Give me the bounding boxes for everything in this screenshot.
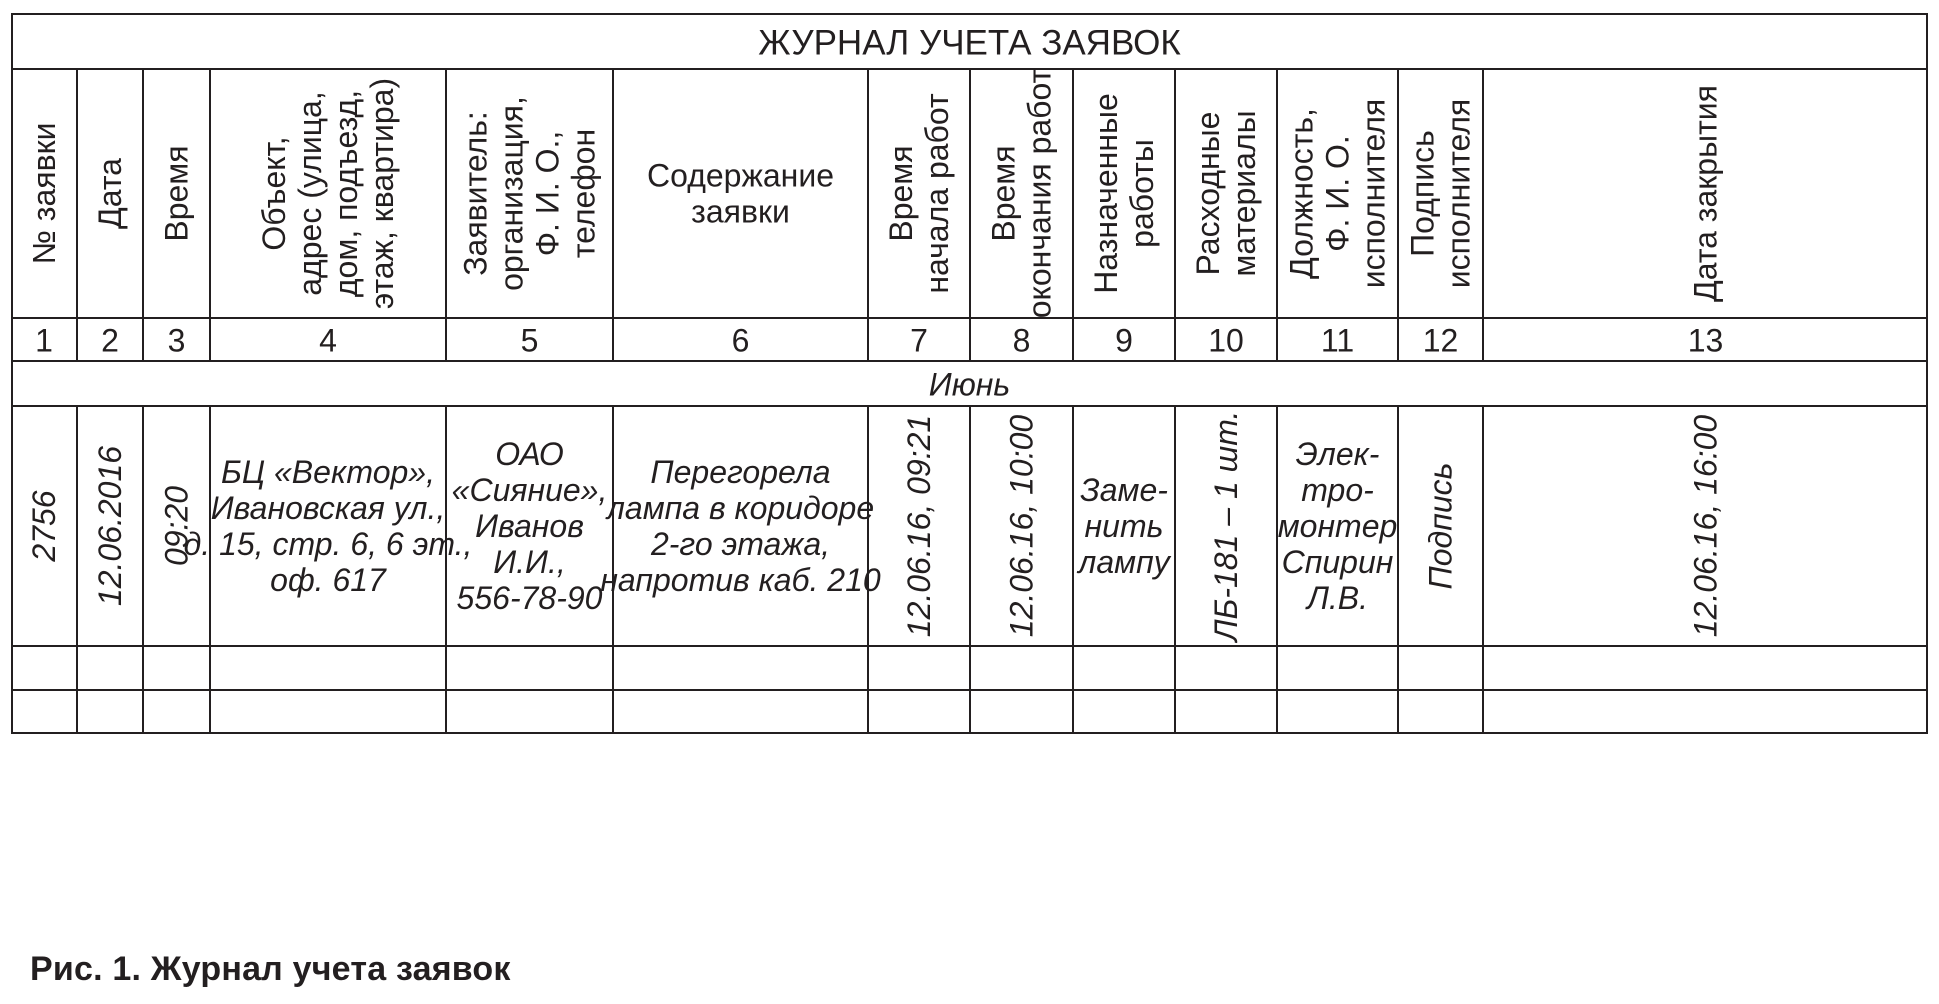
column-number: 10: [1208, 322, 1244, 359]
column-header-13: [1688, 85, 1724, 302]
entry-cell-line: 12.06.16, 10:00: [1003, 414, 1040, 638]
entry-cell-line: 12.06.16, 16:00: [1687, 414, 1724, 638]
table-cells: [26, 24, 1724, 644]
request-log-table: [11, 13, 1928, 907]
entry-cell: [1688, 415, 1724, 638]
column-header-6: [647, 158, 834, 230]
column-header-11-line: исполнителя: [1355, 98, 1392, 289]
entry-cell: [452, 436, 608, 616]
entry-cell: [1004, 415, 1040, 638]
entry-cell: [92, 446, 128, 606]
entry-cell-line: Спирин: [1281, 544, 1394, 580]
column-header-10-line: Расходные: [1190, 111, 1226, 276]
column-header-5-line: организация,: [493, 96, 530, 291]
column-header-5-line: Ф. И. О.,: [529, 130, 566, 257]
month-label: Июнь: [928, 366, 1011, 403]
column-header-5-line: Заявитель:: [457, 111, 494, 276]
column-header-4-line: дом, подъезд,: [328, 89, 364, 298]
column-header-7: [883, 93, 955, 294]
column-header-12: [1405, 99, 1477, 289]
column-number: 12: [1422, 322, 1459, 359]
column-header-2-line: Дата: [92, 158, 128, 229]
column-header-8-line: окончания работ: [1021, 68, 1058, 319]
column-header-10-line: материалы: [1226, 110, 1262, 277]
column-number: 3: [167, 322, 186, 359]
entry-cell-line: лампу: [1078, 544, 1170, 580]
column-header-3-line: Время: [158, 145, 195, 242]
entry-cell-line: 12.06.16, 09:21: [901, 414, 937, 638]
entry-cell-line: оф. 617: [270, 562, 386, 598]
column-header-5-line: телефон: [565, 128, 602, 259]
entry-cell-line: 2756: [26, 490, 62, 562]
column-header-12-line: исполнителя: [1440, 98, 1477, 289]
column-header-11-line: Должность,: [1283, 108, 1320, 279]
column-header-5: [458, 96, 602, 291]
column-header-1-line: № заявки: [26, 122, 62, 265]
entry-cell-line: 2-го этажа,: [650, 526, 831, 562]
column-header-10: [1190, 110, 1262, 276]
column-header-11: [1284, 99, 1392, 289]
entry-cell: [1076, 472, 1171, 580]
column-header-8: [986, 68, 1058, 318]
entry-cell-line: напротив каб. 210: [600, 562, 881, 598]
column-number: 6: [731, 322, 750, 359]
entry-cell-line: лампа в коридоре: [606, 490, 875, 526]
entry-cell-line: «Сияние»,: [451, 472, 608, 508]
column-number: 2: [101, 322, 119, 359]
column-header-8-line: Время: [985, 145, 1022, 242]
entry-cell: [26, 490, 62, 562]
column-header-4-line: этаж, квартира): [364, 77, 400, 310]
column-header-6-line: заявки: [691, 193, 790, 230]
column-number: 4: [319, 322, 337, 359]
column-number: 1: [35, 322, 53, 359]
column-header-11-line: Ф. И. О.: [1319, 135, 1356, 252]
column-number: 7: [910, 322, 928, 359]
entry-cell-line: Подпись: [1422, 462, 1459, 590]
entry-cell: [901, 415, 937, 637]
entry-cell-line: 12.06.2016: [92, 445, 128, 607]
entry-cell-line: ОАО: [495, 436, 564, 472]
entry-cell: [600, 454, 881, 598]
column-header-4-line: Объект,: [256, 136, 292, 251]
column-header-2: [92, 158, 128, 229]
entry-cell: [184, 454, 473, 598]
entry-cell-line: И.И.,: [493, 544, 566, 580]
column-number: 9: [1115, 322, 1133, 359]
column-number: 11: [1320, 322, 1355, 359]
column-header-6-line: Содержание: [646, 157, 835, 194]
column-header-7-line: начала работ: [919, 93, 955, 294]
entry-cell-line: д. 15, стр. 6, 6 эт.,: [183, 526, 473, 562]
column-header-9: [1088, 93, 1160, 294]
column-header-1: [26, 123, 62, 265]
column-header-3: [159, 145, 195, 241]
column-header-12-line: Подпись: [1404, 130, 1441, 257]
entry-cell-line: ЛБ-181 – 1 шт.: [1208, 410, 1244, 642]
entry-cell-line: Ивановская ул.,: [210, 490, 446, 526]
entry-cell: [1278, 436, 1398, 616]
entry-cell-line: тро-: [1301, 472, 1374, 508]
column-number: 13: [1687, 322, 1724, 359]
entry-cell-line: 556-78-90: [456, 580, 603, 616]
entry-cell-line: Заме-: [1080, 472, 1168, 508]
column-number: 8: [1012, 322, 1031, 359]
column-header-13-line: Дата закрытия: [1687, 85, 1724, 302]
entry-cell-line: Иванов: [475, 508, 584, 544]
entry-cell-line: Л.В.: [1306, 580, 1369, 616]
column-number: 5: [520, 322, 539, 359]
entry-cell: [1423, 463, 1459, 590]
column-header-4-line: адрес (улица,: [292, 91, 328, 296]
entry-cell-line: нить: [1084, 508, 1164, 544]
column-header-4: [256, 78, 400, 309]
entry-cell-line: 09:20: [158, 485, 195, 567]
entry-cell-line: Перегорела: [650, 454, 831, 490]
column-header-9-line: работы: [1124, 139, 1160, 248]
column-header-9-line: Назначенные: [1088, 93, 1124, 294]
entry-cell-line: БЦ «Вектор»,: [221, 454, 435, 490]
table-title: ЖУРНАЛ УЧЕТА ЗАЯВОК: [758, 23, 1181, 63]
entry-cell: [1208, 411, 1244, 644]
entry-cell-line: монтер: [1277, 508, 1398, 544]
figure-caption: Рис. 1. Журнал учета заявок: [30, 950, 511, 988]
entry-cell-line: Элек-: [1295, 436, 1380, 472]
column-header-7-line: Время: [883, 145, 919, 242]
